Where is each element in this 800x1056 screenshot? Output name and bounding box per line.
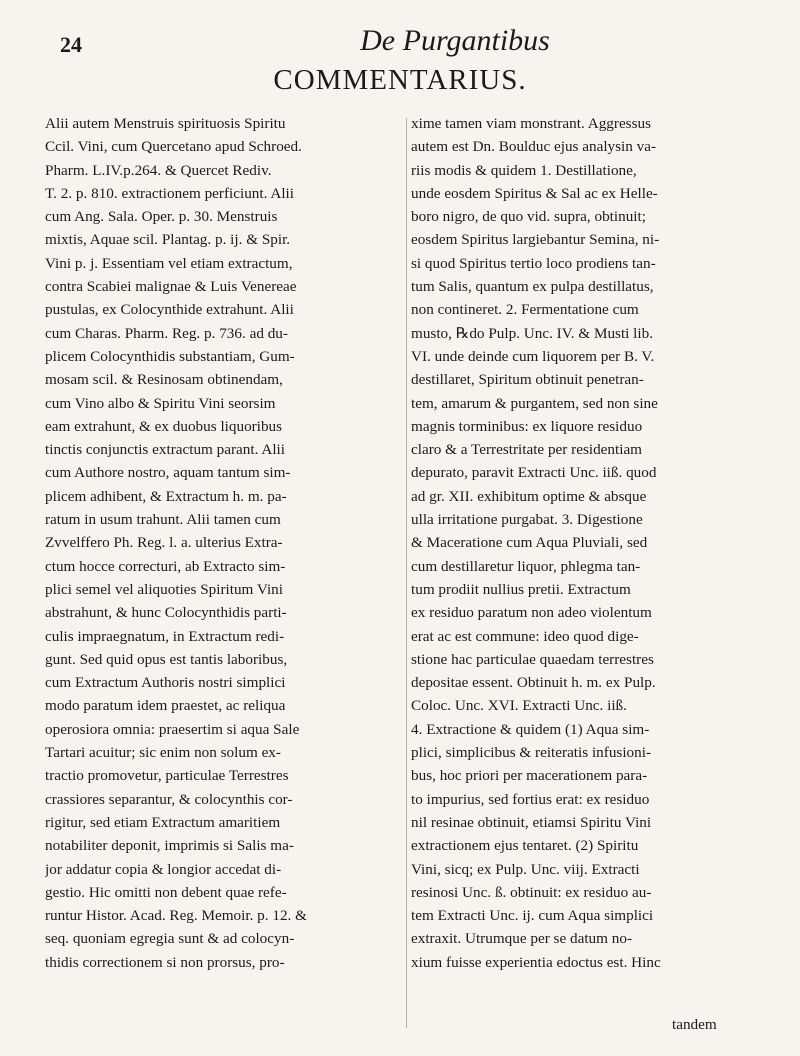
text-line: bus, hoc priori per macerationem para- <box>411 767 648 785</box>
text-line: magnis torminibus: ex liquore residuo <box>411 417 643 435</box>
text-line: jor addatur copia & longior accedat di- <box>45 860 282 878</box>
text-line: tem Extracti Unc. ij. cum Aqua simplici <box>411 907 654 925</box>
text-line: pustulas, ex Colocynthide extrahunt. Alii <box>45 301 294 319</box>
text-line: ctum hocce correcturi, ab Extracto sim- <box>45 557 286 575</box>
text-line: xium fuisse experientia edoctus est. Hinc <box>411 953 661 971</box>
text-line: claro & a Terrestritate per residentiam <box>411 441 643 459</box>
text-line: Zvvelffero Ph. Reg. l. a. ulterius Extra- <box>45 534 283 552</box>
text-line: destillaret, Spiritum obtinuit penetran- <box>411 371 644 389</box>
text-line: tinctis conjunctis extractum parant. Alii <box>45 441 285 459</box>
text-line: 4. Extractione & quidem (1) Aqua sim- <box>411 720 650 738</box>
catchword: tandem <box>672 1016 717 1033</box>
text-line: Vini p. j. Essentiam vel etiam extractum, <box>45 254 293 272</box>
text-line: tum prodiit nullius pretii. Extractum <box>411 580 631 598</box>
text-line: Vini, sicq; ex Pulp. Unc. viij. Extracti <box>411 860 640 878</box>
text-line: gestio. Hic omitti non debent quae refe- <box>45 883 287 901</box>
left-text-column <box>45 112 403 974</box>
text-line: plici, simplicibus & reiteratis infusioni- <box>411 744 652 762</box>
text-line: erat ac est commune: ideo quod dige- <box>411 627 639 645</box>
text-line: ratum in usum trahunt. Alii tamen cum <box>45 511 281 529</box>
text-line: T. 2. p. 810. extractionem perficiunt. Alii <box>45 184 294 202</box>
text-line: ad gr. XII. exhibitum optime & absque <box>411 487 647 505</box>
text-line: nil resinae obtinuit, etiamsi Spiritu Vini <box>411 813 652 831</box>
text-line: mixtis, Aquae scil. Plantag. p. ij. & Spir. <box>45 231 291 249</box>
text-line: resinosi Unc. ß. obtinuit: ex residuo au- <box>411 883 652 901</box>
text-line: non contineret. 2. Fermentatione cum <box>411 301 639 319</box>
text-line: extraxit. Utrumque per se datum no- <box>411 930 632 948</box>
text-line: & Maceratione cum Aqua Pluviali, sed <box>411 534 648 552</box>
text-line: unde eosdem Spiritus & Sal ac ex Helle- <box>411 184 658 202</box>
text-line: cum Ang. Sala. Oper. p. 30. Menstruis <box>45 208 278 226</box>
text-line: crassiores separantur, & colocynthis cor- <box>45 790 293 808</box>
column-divider <box>406 118 407 1028</box>
text-line: ex residuo paratum non adeo violentum <box>411 604 652 622</box>
text-line: plicem adhibent, & Extractum h. m. pa- <box>45 487 287 505</box>
text-line: extractionem ejus tentaret. (2) Spiritu <box>411 837 639 855</box>
text-line: Pharm. L.IV.p.264. & Quercet Rediv. <box>45 161 272 179</box>
text-line: autem est Dn. Boulduc ejus analysin va- <box>411 138 657 156</box>
text-line: cum Vino albo & Spiritu Vini seorsim <box>45 394 276 412</box>
text-line: tractio promovetur, particulae Terrestres <box>45 767 289 785</box>
text-line: VI. unde deinde cum liquorem per B. V. <box>411 347 655 365</box>
text-line: operosiora omnia: praesertim si aqua Sale <box>45 720 300 738</box>
text-line: abstrahunt, & hunc Colocynthidis parti- <box>45 604 287 622</box>
text-line: culis impraegnatum, in Extractum redi- <box>45 627 285 645</box>
text-line: Tartari acuitur; sic enim non solum ex- <box>45 744 281 762</box>
text-line: thidis correctionem si non prorsus, pro- <box>45 953 285 971</box>
text-line: notabiliter deponit, imprimis si Salis ma- <box>45 837 294 855</box>
text-line: mosam scil. & Resinosam obtinendam, <box>45 371 283 389</box>
right-text-column <box>411 112 769 974</box>
text-line: contra Scabiei malignae & Luis Venereae <box>45 278 297 296</box>
page-header <box>60 18 760 58</box>
text-line: depurato, paravit Extracti Unc. iiß. quod <box>411 464 657 482</box>
running-title: De Purgantibus <box>360 24 550 57</box>
section-title: COMMENTARIUS. <box>273 64 527 96</box>
text-line: musto, ℞do Pulp. Unc. IV. & Musti lib. <box>411 324 654 342</box>
text-line: eam extrahunt, & ex duobus liquoribus <box>45 417 283 435</box>
text-line: boro nigro, de quo vid. supra, obtinuit; <box>411 208 646 226</box>
text-line: tum Salis, quantum ex pulpa destillatus, <box>411 278 654 296</box>
text-line: eosdem Spiritus largiebantur Semina, ni- <box>411 231 660 249</box>
text-line: riis modis & quidem 1. Destillatione, <box>411 161 637 179</box>
text-line: ulla irritatione purgabat. 3. Digestione <box>411 511 643 529</box>
text-line: Coloc. Unc. XVI. Extracti Unc. iiß. <box>411 697 627 715</box>
text-line: gunt. Sed quid opus est tantis laboribus, <box>45 650 288 668</box>
text-line: rigitur, sed etiam Extractum amaritiem <box>45 813 281 831</box>
text-line: cum Extractum Authoris nostri simplici <box>45 674 286 692</box>
text-line: Ccil. Vini, cum Quercetano apud Schroed. <box>45 138 302 156</box>
text-line: to impurius, sed fortius erat: ex residuo <box>411 790 650 808</box>
text-line: si quod Spiritus tertio loco prodiens tan- <box>411 254 656 272</box>
text-line: cum Charas. Pharm. Reg. p. 736. ad du- <box>45 324 288 342</box>
page-number: 24 <box>60 32 82 57</box>
text-line: runtur Histor. Acad. Reg. Memoir. p. 12. & <box>45 907 307 925</box>
text-line: plici semel vel aliquoties Spiritum Vini <box>45 580 283 598</box>
text-line: stione hac particulae quaedam terrestres <box>411 650 654 668</box>
text-line: depositae essent. Obtinuit h. m. ex Pulp. <box>411 674 656 692</box>
text-line: plicem Colocynthidis substantiam, Gum- <box>45 347 295 365</box>
text-line: modo paratum idem praestet, ac reliqua <box>45 697 286 715</box>
text-line: tem, amarum & purgantem, sed non sine <box>411 394 658 412</box>
text-line: Alii autem Menstruis spirituosis Spiritu <box>45 115 286 132</box>
text-line: seq. quoniam egregia sunt & ad colocyn- <box>45 930 295 948</box>
text-line: cum Authore nostro, aquam tantum sim- <box>45 464 291 482</box>
text-line: xime tamen viam monstrant. Aggressus <box>411 115 652 132</box>
text-line: cum destillaretur liquor, phlegma tan- <box>411 557 641 575</box>
